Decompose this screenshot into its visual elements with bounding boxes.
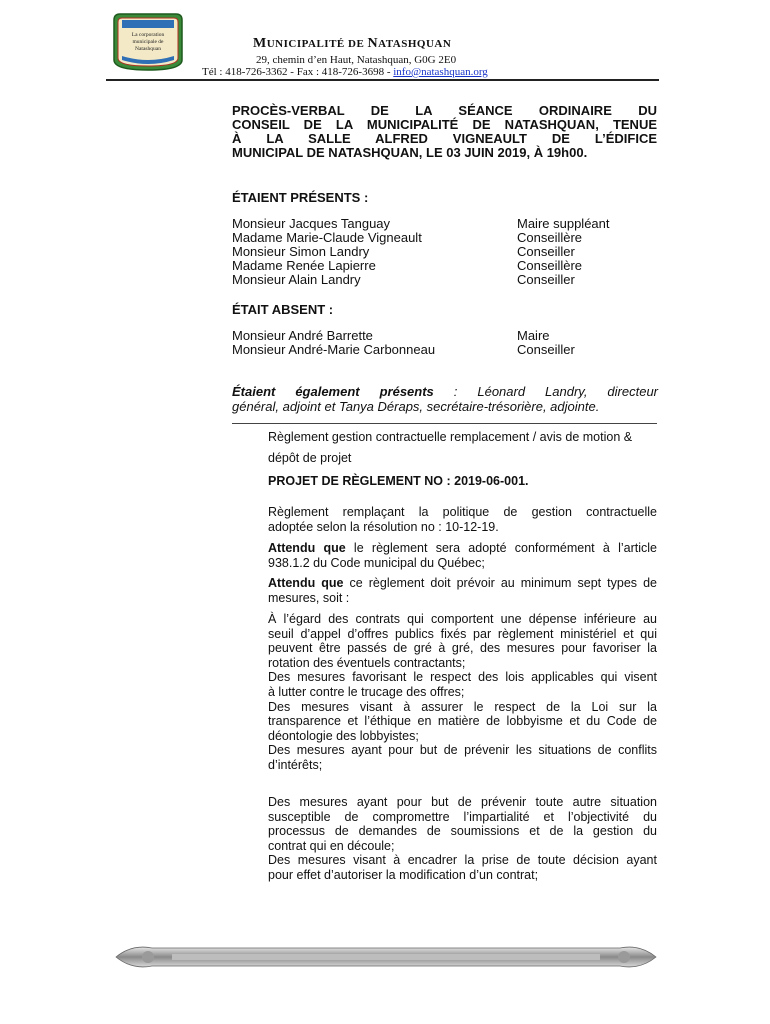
document-title: PROCÈS-VERBAL DE LA SÉANCE ORDINAIRE DU CONSEIL DE LA MUNICIPALITÉ DE NATASHQUAN, TENUE À LA SALLE ALFRED VIGNEAULT DE L’ÉDIFICE MUNICIPAL DE NATASHQUAN, LE 03 JUIN 2019, À 19h00. (232, 103, 657, 160)
header-divider (106, 79, 659, 81)
motion-title: Règlement gestion contractuelle remplacement / avis de motion & (268, 430, 633, 444)
paragraph: Attendu que le règlement sera adopté conformément à l’article 938.1.2 du Code municipal du Québec; (268, 541, 657, 570)
section-divider (232, 423, 657, 424)
list-item: Monsieur André Barrette Maire (232, 328, 550, 343)
municipality-contact: Tél : 418-726-3362 - Fax : 418-726-3698 - info@natashquan.org (202, 66, 488, 78)
projet-reglement: PROJET DE RÈGLEMENT NO : 2019-06-001. (268, 474, 529, 488)
absent-heading: ÉTAIT ABSENT : (232, 302, 334, 317)
list-item: Monsieur Simon Landry Conseiller (232, 244, 575, 259)
municipality-address: 29, chemin d’en Haut, Natashquan, G0G 2E0 (256, 54, 457, 66)
measures-list-cont: Des mesures ayant pour but de prévenir toute autre situation susceptible de compromettre l’impartialité et l’objectivité du processus de demandes de soumissions et de la gestion du contrat qui en découle; Des mesures visant à encadrer la prise de toute décision ayant pour effet d’autoriser la modification d’un contrat; (268, 795, 657, 882)
list-item: Monsieur Jacques Tanguay Maire suppléant (232, 216, 610, 231)
present-heading: ÉTAIENT PRÉSENTS : (232, 190, 369, 205)
paragraph: Attendu que ce règlement doit prévoir au minimum sept types de mesures, soit : (268, 576, 657, 605)
email-link[interactable]: info@natashquan.org (393, 66, 488, 78)
measures-list: À l’égard des contrats qui comportent une dépense inférieure au seuil d’appel d’offres publics fixés par règlement ministériel et qui peuvent être passés de gré à gré, des mesures pour favoriser la rotation des éventuels contractants; Des mesures favorisant le respect des lois applicables qui visent à lutter contre le trucage des offres; Des mesures visant à assurer le respect de la Loi sur la transparence et l’éthique en matière de lobbyisme et du Code de déontologie des lobbyistes; Des mesures ayant pour but de prévenir les situations de conflits d’intérêts; (268, 612, 657, 772)
motion-title-cont: dépôt de projet (268, 451, 352, 465)
svg-text:La corporation: La corporation (131, 32, 165, 38)
footer-ornament (112, 942, 660, 972)
list-item: Monsieur Alain Landry Conseiller (232, 272, 575, 287)
list-item: Madame Marie-Claude Vigneault Conseillère (232, 230, 583, 245)
absent-list (232, 329, 662, 357)
paragraph: Règlement remplaçant la politique de gestion contractuelle adoptée selon la résolution no : 10-12-19. (268, 505, 657, 534)
svg-text:Natashquan: Natashquan (135, 46, 161, 52)
municipality-name: MUNICIPALITÉ DE NATASHQUAN (253, 36, 452, 51)
list-item: Monsieur André-Marie Carbonneau Conseiller (232, 342, 575, 357)
svg-text:municipale de: municipale de (132, 39, 164, 45)
list-item: Madame Renée Lapierre Conseillère (232, 258, 583, 273)
also-present: Étaient également présents : Léonard Landry, directeur général, adjoint et Tanya Déraps, secrétaire-trésorière, adjointe. (232, 384, 658, 414)
present-list (232, 217, 662, 287)
municipality-logo (112, 12, 184, 72)
